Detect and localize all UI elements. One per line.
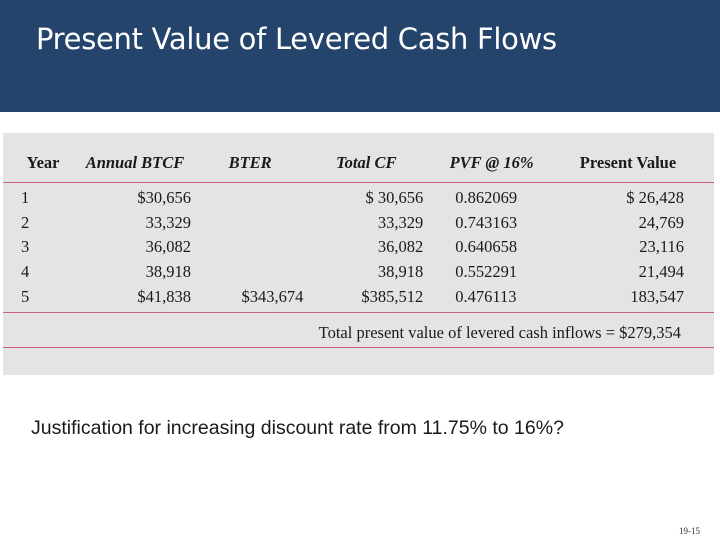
cell-present-value: 23,116 <box>639 237 684 257</box>
cell-pvf: 0.640658 <box>455 237 518 257</box>
table-header-row <box>3 151 714 183</box>
cell-year: 1 <box>21 188 30 208</box>
cell-present-value: 183,547 <box>572 284 714 312</box>
table-row <box>3 211 714 236</box>
cell-annual-btcf: $41,838 <box>79 284 197 312</box>
title-band <box>0 0 720 112</box>
cell-year: 2 <box>21 212 30 232</box>
header-year: Year <box>3 151 79 183</box>
cell-bter <box>197 235 309 260</box>
cash-flow-table-panel <box>3 133 714 375</box>
header-total-cf: Total CF <box>309 151 429 183</box>
cell-pvf: 0.476113 <box>429 284 572 312</box>
cell-annual-btcf: 38,918 <box>145 262 191 282</box>
total-present-value-line <box>3 321 714 345</box>
table-bottom-divider <box>3 347 714 348</box>
cell-annual-btcf: 36,082 <box>145 237 191 257</box>
cell-bter <box>197 183 309 211</box>
cell-present-value: 21,494 <box>638 262 684 282</box>
cell-bter: $343,674 <box>197 284 309 312</box>
cell-annual-btcf: 33,329 <box>145 212 191 232</box>
cell-pvf: 0.552291 <box>455 262 518 282</box>
slide-title: Present Value of Levered Cash Flows <box>36 22 557 56</box>
header-bter: BTER <box>197 151 309 183</box>
table-row <box>3 284 714 312</box>
header-annual-btcf: Annual BTCF <box>79 151 197 183</box>
header-pvf: PVF @ 16% <box>429 151 572 183</box>
page-number: 19-15 <box>679 526 700 536</box>
table-row <box>3 183 714 211</box>
cell-total-cf: 38,918 <box>377 262 424 282</box>
cell-bter <box>197 260 309 285</box>
cell-annual-btcf: $30,656 <box>137 188 191 208</box>
cell-total-cf: 36,082 <box>377 237 424 257</box>
cell-year: 3 <box>21 237 30 257</box>
cell-present-value: 24,769 <box>638 212 684 232</box>
cell-total-cf: $385,512 <box>309 284 429 312</box>
cell-bter <box>197 211 309 236</box>
table-row <box>3 260 714 285</box>
table-row <box>3 235 714 260</box>
cell-pvf: 0.862069 <box>455 188 518 208</box>
cell-total-cf: 33,329 <box>377 212 424 232</box>
header-present-value: Present Value <box>572 151 714 183</box>
cell-year: 5 <box>3 284 79 312</box>
cash-flow-table <box>3 151 714 313</box>
discussion-question: Justification for increasing discount rate from 11.75% to 16%? <box>31 417 564 439</box>
cell-pvf: 0.743163 <box>455 212 518 232</box>
cell-year: 4 <box>21 262 30 282</box>
cell-present-value: $ 26,428 <box>626 188 684 208</box>
total-present-value-text: Total present value of levered cash inflows = $279,354 <box>318 323 681 342</box>
cell-total-cf: $ 30,656 <box>365 188 424 208</box>
